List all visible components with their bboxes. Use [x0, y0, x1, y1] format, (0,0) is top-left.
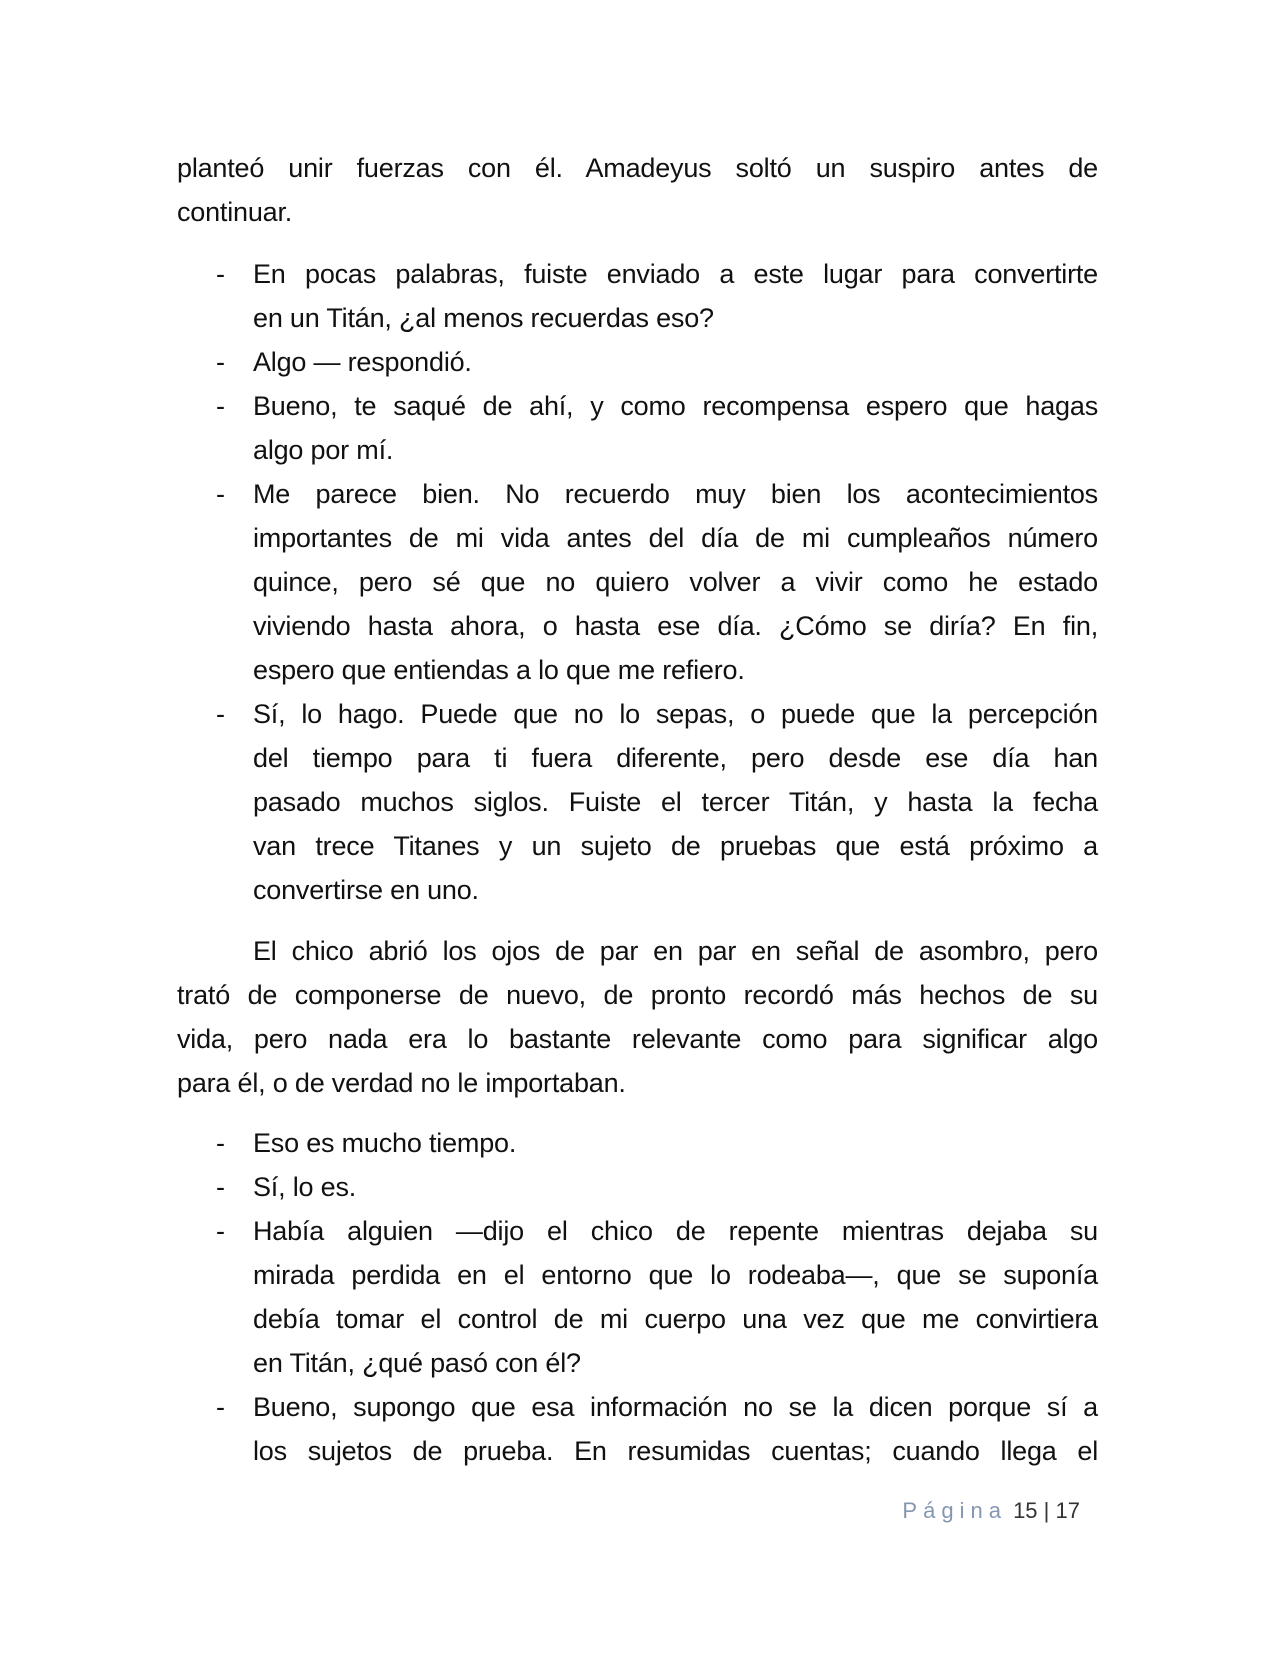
dialogue-item: [177, 692, 1098, 912]
list-dash-marker: -: [216, 259, 225, 289]
footer-separator: |: [1043, 1498, 1050, 1523]
dialogue-item: [177, 1385, 1098, 1473]
text-line: Eso es mucho tiempo.: [253, 1128, 517, 1158]
text-line: convertirse en uno.: [253, 875, 479, 905]
list-dash-marker: -: [216, 1172, 225, 1202]
text-line: Bueno, te saqué de ahí, y como recompensa espero que hagas: [253, 391, 1098, 421]
page-footer: [0, 1498, 1080, 1524]
list-dash-marker: -: [216, 347, 225, 377]
text-line: El chico abrió los ojos de par en par en señal de asombro, pero: [253, 936, 1098, 966]
text-line: Me parece bien. No recuerdo muy bien los acontecimientos: [253, 479, 1098, 509]
text-line: En pocas palabras, fuiste enviado a este lugar para convertirte: [253, 259, 1098, 289]
text-line: van trece Titanes y un sujeto de pruebas que está próximo a: [253, 831, 1098, 861]
dialogue-item: [177, 384, 1098, 472]
text-line: viviendo hasta ahora, o hasta ese día. ¿Cómo se diría? En fin,: [253, 611, 1098, 641]
text-line: Sí, lo es.: [253, 1172, 357, 1202]
list-dash-marker: -: [216, 1216, 225, 1246]
text-line: vida, pero nada era lo bastante relevante como para significar algo: [177, 1024, 1098, 1054]
text-line: Había alguien —dijo el chico de repente mientras dejaba su: [253, 1216, 1098, 1246]
dialogue-item: [177, 340, 1098, 384]
paragraph: [177, 929, 1098, 1105]
text-line: en Titán, ¿qué pasó con él?: [253, 1348, 581, 1378]
text-line: para él, o de verdad no le importaban.: [177, 1068, 626, 1098]
dialogue-item: [177, 252, 1098, 340]
dialogue-item: [177, 1121, 1098, 1165]
footer-page-word: Página: [902, 1498, 1007, 1523]
text-line: trató de componerse de nuevo, de pronto recordó más hechos de su: [177, 980, 1098, 1010]
text-line: Bueno, supongo que esa información no se la dicen porque sí a: [253, 1392, 1098, 1422]
footer-page-number: 15: [1013, 1498, 1038, 1523]
text-line: planteó unir fuerzas con él. Amadeyus soltó un suspiro antes de: [177, 153, 1098, 183]
dialogue-item: [177, 472, 1098, 692]
text-line: en un Titán, ¿al menos recuerdas eso?: [253, 303, 714, 333]
dialogue-item: [177, 1209, 1098, 1385]
paragraph: [177, 146, 1098, 234]
list-dash-marker: -: [216, 699, 225, 729]
text-line: mirada perdida en el entorno que lo rodeaba—, que se suponía: [253, 1260, 1098, 1290]
text-line: continuar.: [177, 197, 293, 227]
footer-total-pages: 17: [1055, 1498, 1080, 1523]
list-dash-marker: -: [216, 391, 225, 421]
text-line: del tiempo para ti fuera diferente, pero desde ese día han: [253, 743, 1098, 773]
list-dash-marker: -: [216, 479, 225, 509]
list-dash-marker: -: [216, 1128, 225, 1158]
text-line: espero que entiendas a lo que me refiero.: [253, 655, 745, 685]
text-line: importantes de mi vida antes del día de mi cumpleaños número: [253, 523, 1098, 553]
list-dash-marker: -: [216, 1392, 225, 1422]
text-line: Algo — respondió.: [253, 347, 472, 377]
dialogue-item: [177, 1165, 1098, 1209]
text-line: los sujetos de prueba. En resumidas cuentas; cuando llega el: [253, 1436, 1098, 1466]
text-line: Sí, lo hago. Puede que no lo sepas, o puede que la percepción: [253, 699, 1098, 729]
text-line: algo por mí.: [253, 435, 394, 465]
text-line: pasado muchos siglos. Fuiste el tercer Titán, y hasta la fecha: [253, 787, 1098, 817]
text-line: quince, pero sé que no quiero volver a vivir como he estado: [253, 567, 1098, 597]
text-line: debía tomar el control de mi cuerpo una vez que me convirtiera: [253, 1304, 1098, 1334]
